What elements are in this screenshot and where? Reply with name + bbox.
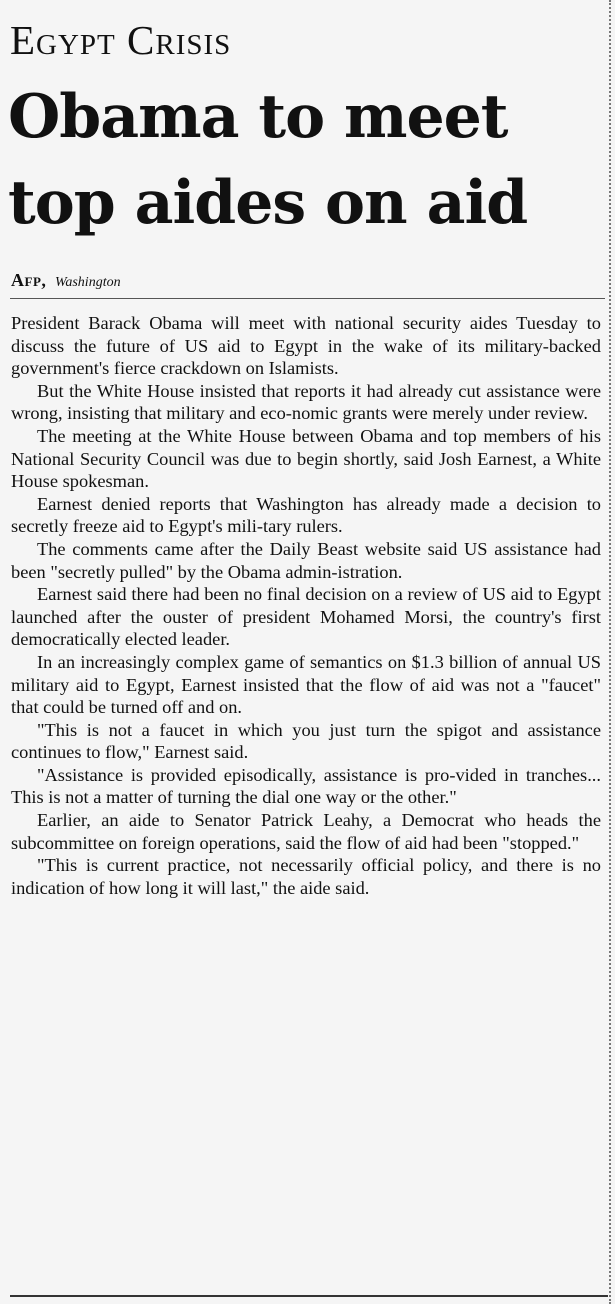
byline-dateline: Washington (54, 275, 121, 290)
column-divider (609, 0, 611, 1304)
byline (11, 270, 121, 291)
article-paragraph: Earnest said there had been no final decision on a review of US aid to Egypt launched after the ouster of president Mohamed Morsi, the country's first democratically elected leader. (11, 584, 601, 650)
byline-separator: , (41, 270, 46, 290)
byline-agency: Afp (11, 270, 42, 290)
byline-divider (10, 298, 605, 299)
article-paragraph: In an increasingly complex game of semantics on $1.3 billion of annual US military aid to Egypt, Earnest insisted that the flow of aid was not a "faucet" that could be turned off and on. (11, 651, 601, 718)
article-paragraph: Earnest denied reports that Washington has already made a decision to secretly freeze aid to Egypt's mili-tary rulers. (11, 493, 601, 537)
article-paragraph: The comments came after the Daily Beast website said US assistance had been "secretly pulled" by the Obama admin-istration. (11, 538, 601, 582)
section-kicker: Egypt Crisis (10, 17, 232, 63)
bottom-divider (10, 1295, 608, 1297)
article-paragraph: The meeting at the White House between Obama and top members of his National Security Council was due to begin shortly, said Josh Earnest, a White House spokesman. (11, 425, 601, 492)
article-paragraph: "Assistance is provided episodically, assistance is pro-vided in tranches... This is not a matter of turning the dial one way or the other." (11, 764, 601, 808)
article-paragraph: "This is current practice, not necessarily official policy, and there is no indication of how long it will last," the aide said. (11, 855, 601, 898)
article-paragraph: "This is not a faucet in which you just turn the spigot and assistance continues to flow," Earnest said. (11, 719, 601, 763)
headline: Obama to meet top aides on aid (8, 82, 528, 238)
article-body (11, 312, 601, 899)
article-paragraph: But the White House insisted that reports it had already cut assistance were wrong, insisting that military and eco-nomic grants were merely under review. (11, 380, 601, 424)
article-paragraph: President Barack Obama will meet with national security aides Tuesday to discuss the future of US aid to Egypt in the wake of its military-backed government's fierce crackdown on Islamists. (11, 313, 601, 379)
article-paragraph: Earlier, an aide to Senator Patrick Leahy, a Democrat who heads the subcommittee on foreign operations, said the flow of aid had been "stopped." (11, 810, 601, 853)
